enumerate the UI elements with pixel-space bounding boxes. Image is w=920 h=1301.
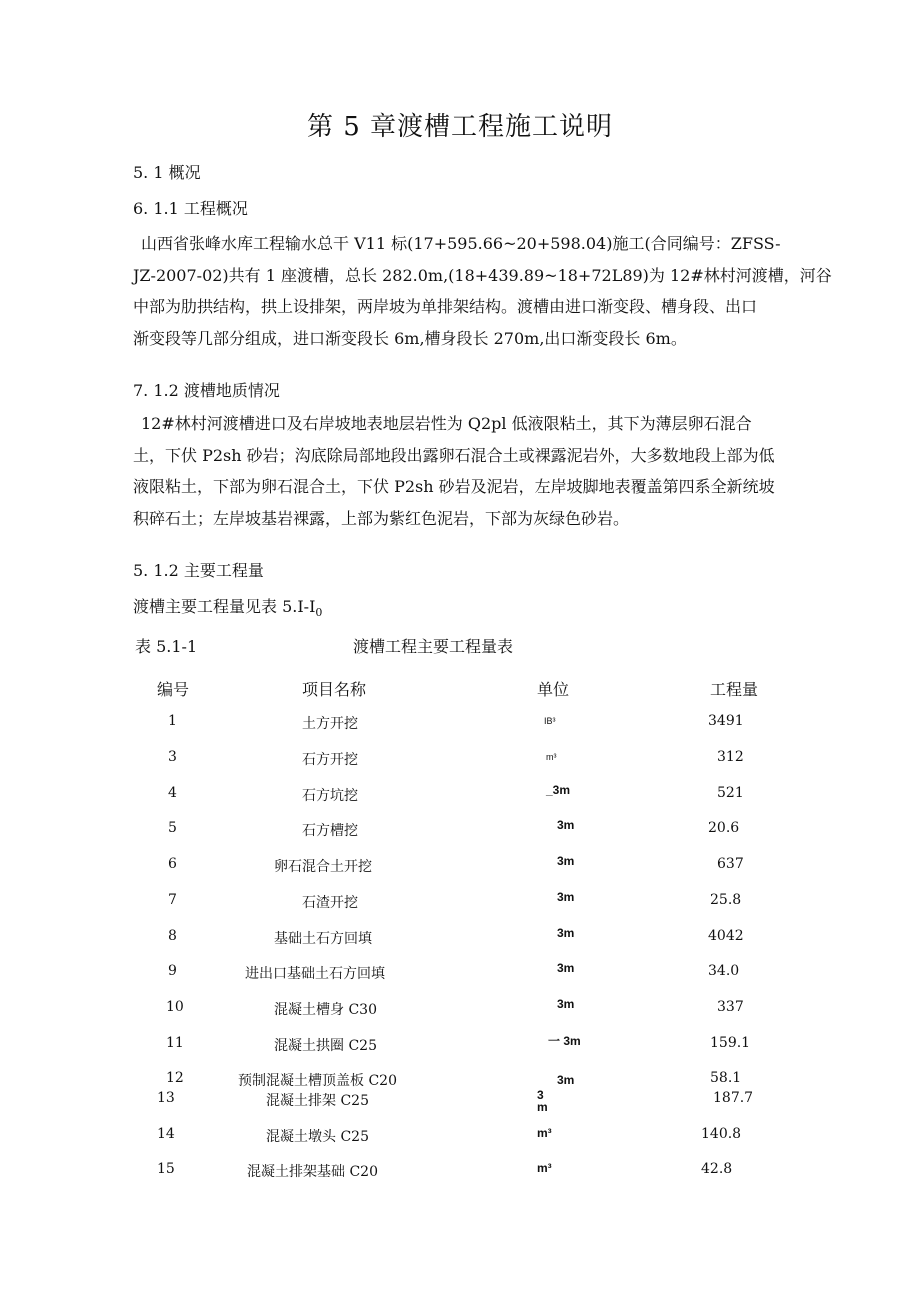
table-reference [133, 594, 322, 619]
row-quantity: 4042 [708, 928, 744, 944]
row-quantity: 337 [717, 999, 744, 1015]
row-quantity: 20.6 [708, 820, 740, 836]
row-number: 5 [168, 820, 177, 836]
row-unit: m³ [537, 1161, 552, 1175]
paragraph-project-overview [133, 228, 832, 354]
row-number: 12 [166, 1070, 184, 1086]
row-unit-secondary: m [537, 1100, 548, 1114]
row-quantity: 42.8 [701, 1161, 733, 1177]
table-reference-text: 渡槽主要工程量见表 5.I-I [133, 597, 316, 616]
section-overview: 5. 1 概况 [133, 163, 201, 182]
row-quantity: 521 [717, 785, 744, 801]
row-item: 基础土石方回填 [274, 931, 372, 947]
chapter-title: 第 5 章渡槽工程施工说明 [306, 112, 614, 142]
row-item: 石渣开挖 [302, 895, 358, 911]
row-item: 石方坑挖 [302, 788, 358, 804]
row-unit: 一 3m [548, 1034, 581, 1048]
paragraph-line: 土，下伏 P2sh 砂岩；沟底除局部地段出露卵石混合土或裸露泥岩外，大多数地段上部为低 [133, 445, 775, 465]
row-unit: 3m [557, 818, 575, 832]
row-item: 石方开挖 [302, 752, 358, 768]
row-quantity: 187.7 [713, 1090, 754, 1106]
row-number: 15 [157, 1161, 175, 1177]
column-header-unit: 单位 [537, 680, 570, 699]
section-geology: 7. 1.2 渡槽地质情况 [133, 381, 280, 400]
row-quantity: 312 [717, 749, 744, 765]
row-number: 11 [166, 1035, 184, 1051]
row-quantity: 58.1 [710, 1070, 742, 1086]
paragraph-line: 液限粘土，下部为卵石混合土，下伏 P2sh 砂岩及泥岩，左岸坡脚地表覆盖第四系全新统坡 [133, 477, 775, 496]
row-item: 进出口基础土石方回填 [245, 966, 385, 982]
table-reference-subscript: 0 [315, 606, 323, 620]
paragraph-geology [133, 408, 823, 534]
row-unit: _3m [546, 783, 571, 797]
row-number: 13 [157, 1090, 175, 1106]
row-item: 预制混凝土槽顶盖板 C20 [238, 1073, 397, 1089]
column-header-number: 编号 [157, 680, 190, 699]
row-item: 混凝土墩头 C25 [266, 1129, 369, 1145]
section-project-overview: 6. 1.1 工程概况 [133, 199, 248, 218]
row-quantity: 140.8 [701, 1126, 742, 1142]
row-unit: 3m [557, 890, 575, 904]
row-number: 1 [168, 713, 177, 729]
row-number: 14 [157, 1126, 175, 1142]
row-item: 卵石混合土开挖 [274, 859, 372, 875]
column-header-quantity: 工程量 [710, 680, 759, 699]
row-number: 4 [168, 785, 177, 801]
row-number: 6 [168, 856, 177, 872]
row-number: 7 [168, 892, 177, 908]
row-quantity: 3491 [708, 713, 744, 729]
row-quantity: 34.0 [708, 963, 740, 979]
row-item: 混凝土排架基础 C20 [247, 1164, 378, 1180]
paragraph-line: 渐变段等几部分组成，进口渐变段长 6m,槽身段长 270m,出口渐变段长 6m。 [133, 328, 687, 348]
row-number: 9 [168, 963, 177, 979]
row-unit: 3m [557, 997, 575, 1011]
section-quantities: 5. 1.2 主要工程量 [133, 561, 264, 580]
row-unit: 3m [557, 961, 575, 975]
row-unit: 3m [557, 1073, 575, 1087]
table-caption: 渡槽工程主要工程量表 [353, 637, 514, 656]
table-number: 表 5.1-1 [135, 637, 198, 656]
column-header-item: 项目名称 [302, 680, 367, 699]
row-item: 石方槽挖 [302, 823, 358, 839]
row-quantity: 25.8 [710, 892, 742, 908]
row-unit: 3m [557, 926, 575, 940]
row-unit: IB³ [544, 716, 556, 726]
paragraph-line: 中部为肋拱结构，拱上设排架，两岸坡为单排架结构。渡槽由进口渐变段、槽身段、出口 [133, 297, 758, 316]
paragraph-line: 山西省张峰水库工程输水总干 V11 标(17+595.66~20+598.04)施工(合同编号：ZFSS- [141, 234, 781, 253]
row-item: 混凝土槽身 C30 [274, 1002, 377, 1018]
row-quantity: 637 [717, 856, 744, 872]
row-item: 混凝土排架 C25 [266, 1093, 369, 1109]
row-unit: 3m [557, 854, 575, 868]
row-number: 3 [168, 749, 177, 765]
row-number: 8 [168, 928, 177, 944]
row-quantity: 159.1 [710, 1035, 751, 1051]
row-unit: m³ [546, 752, 557, 762]
paragraph-line: 积碎石土；左岸坡基岩裸露，上部为紫红色泥岩，下部为灰绿色砂岩。 [133, 508, 630, 528]
row-item: 土方开挖 [302, 716, 358, 732]
paragraph-line: 12#林村河渡槽进口及右岸坡地表地层岩性为 Q2pl 低液限粘土，其下为薄层卵石混合 [141, 414, 752, 433]
row-unit: 3 [537, 1088, 544, 1102]
row-unit: m³ [537, 1126, 552, 1140]
row-item: 混凝土拱圈 C25 [274, 1038, 377, 1054]
paragraph-line: JZ-2007-02)共有 1 座渡槽，总长 282.0m,(18+439.89~18+72L89)为 12#林村河渡槽，河谷 [133, 265, 832, 285]
row-number: 10 [166, 999, 184, 1015]
